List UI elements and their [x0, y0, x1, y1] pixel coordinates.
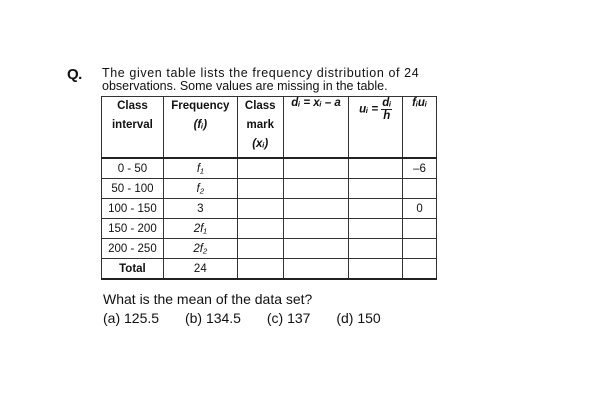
question-number: Q.: [67, 66, 82, 83]
header-class-mark: Class mark (xᵢ): [237, 97, 283, 159]
cell-interval: 100 - 150: [102, 199, 164, 219]
cell-deviation: [283, 219, 349, 239]
answer-options: [103, 310, 403, 326]
table-row: [102, 239, 437, 259]
cell-u: [349, 199, 403, 219]
cell-deviation: [283, 158, 349, 179]
table-header-row: [102, 97, 437, 159]
cell-class-mark: [237, 219, 283, 239]
cell-interval: 200 - 250: [102, 239, 164, 259]
cell-empty: [403, 259, 437, 280]
question-line-2: observations. Some values are missing in the table.: [102, 79, 388, 93]
cell-u: [349, 219, 403, 239]
cell-fu: [403, 219, 437, 239]
option-b[interactable]: (b) 134.5: [184, 310, 241, 326]
cell-frequency: 2f₂: [163, 239, 237, 259]
option-c[interactable]: (c) 137: [266, 310, 311, 326]
header-class-interval: Class interval: [102, 97, 164, 159]
table-row: [102, 179, 437, 199]
cell-frequency: 3: [163, 199, 237, 219]
table-row: [102, 219, 437, 239]
cell-u: [349, 158, 403, 179]
cell-frequency: 2f₁: [163, 219, 237, 239]
cell-fu: [403, 179, 437, 199]
cell-empty: [283, 259, 349, 280]
cell-empty: [349, 259, 403, 280]
u-fraction: $\frac{\text{dᵢ}}{h}$: [382, 97, 392, 122]
cell-interval: 150 - 200: [102, 219, 164, 239]
table-row: [102, 158, 437, 179]
header-deviation: dᵢ = xᵢ – a: [283, 97, 349, 159]
question-text: [102, 67, 447, 93]
header-frequency: Frequency (fᵢ): [163, 97, 237, 159]
cell-class-mark: [237, 158, 283, 179]
cell-interval: 50 - 100: [102, 179, 164, 199]
cell-class-mark: [237, 179, 283, 199]
cell-fu: [403, 239, 437, 259]
cell-fu: 0: [403, 199, 437, 219]
cell-frequency: f₂: [163, 179, 237, 199]
cell-total-frequency: 24: [163, 259, 237, 280]
option-d[interactable]: (d) 150: [336, 310, 381, 326]
cell-interval: 0 - 50: [102, 158, 164, 179]
cell-fu: –6: [403, 158, 437, 179]
cell-u: [349, 179, 403, 199]
option-a[interactable]: (a) 125.5: [103, 310, 160, 326]
cell-frequency: f₁: [163, 158, 237, 179]
cell-u: [349, 239, 403, 259]
cell-empty: [237, 259, 283, 280]
header-u: uᵢ = $\frac{\text{dᵢ}}{h}$: [349, 97, 403, 159]
header-fu: fᵢuᵢ: [403, 97, 437, 159]
cell-deviation: [283, 239, 349, 259]
table-row: [102, 199, 437, 219]
table-total-row: [102, 259, 437, 280]
cell-total-label: Total: [102, 259, 164, 280]
cell-deviation: [283, 199, 349, 219]
cell-class-mark: [237, 239, 283, 259]
frequency-table: [101, 96, 437, 280]
cell-deviation: [283, 179, 349, 199]
question-line-1: The given table lists the frequency distribution of 24: [102, 66, 420, 80]
cell-class-mark: [237, 199, 283, 219]
mean-question: What is the mean of the data set?: [103, 291, 313, 307]
